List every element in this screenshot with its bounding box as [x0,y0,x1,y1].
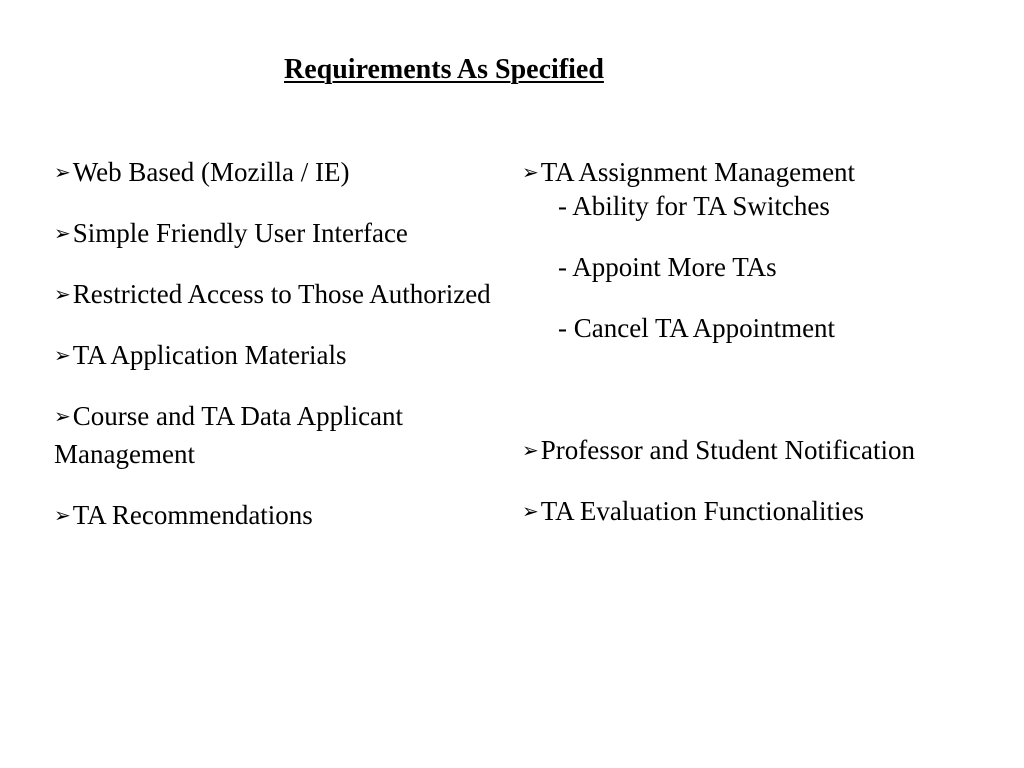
arrow-bullet-icon: ➢ [54,503,71,527]
arrow-bullet-icon: ➢ [522,438,539,462]
bullet-web-based [54,153,514,191]
bullet-application-materials [54,336,514,374]
bullet-text: Web Based (Mozilla / IE) [72,157,350,187]
slide-title: Requirements As Specified [284,54,604,85]
bullet-text: Simple Friendly User Interface [72,218,408,248]
sub-item-cancel: - Cancel TA Appointment [558,313,836,343]
bullet-text: TA Evaluation Functionalities [540,496,865,526]
bullet-text: TA Application Materials [72,340,347,370]
bullet-data-management [54,397,514,473]
bullet-text: TA Assignment Management [540,157,856,187]
left-column [54,153,514,557]
bullet-text: TA Recommendations [72,500,313,530]
spacer [522,370,1002,431]
right-column [522,153,1002,553]
bullet-recommendations [54,496,514,534]
arrow-bullet-icon: ➢ [54,160,71,184]
arrow-bullet-icon: ➢ [54,343,71,367]
arrow-bullet-icon: ➢ [522,499,539,523]
arrow-bullet-icon: ➢ [522,160,539,184]
bullet-user-interface [54,214,514,252]
bullet-assignment-management [522,153,1002,191]
bullet-text: Restricted Access to Those Authorized [72,279,491,309]
arrow-bullet-icon: ➢ [54,221,71,245]
arrow-bullet-icon: ➢ [54,404,71,428]
bullet-notification [522,431,1002,469]
bullet-text: Course and TA Data Applicant Management [54,401,404,469]
arrow-bullet-icon: ➢ [54,282,71,306]
bullet-evaluation [522,492,1002,530]
bullet-text: Professor and Student Notification [540,435,915,465]
bullet-restricted-access [54,275,514,313]
sub-item-switches: - Ability for TA Switches [558,191,830,221]
assignment-sub-list [558,187,1002,347]
sub-item-appoint: - Appoint More TAs [558,252,777,282]
